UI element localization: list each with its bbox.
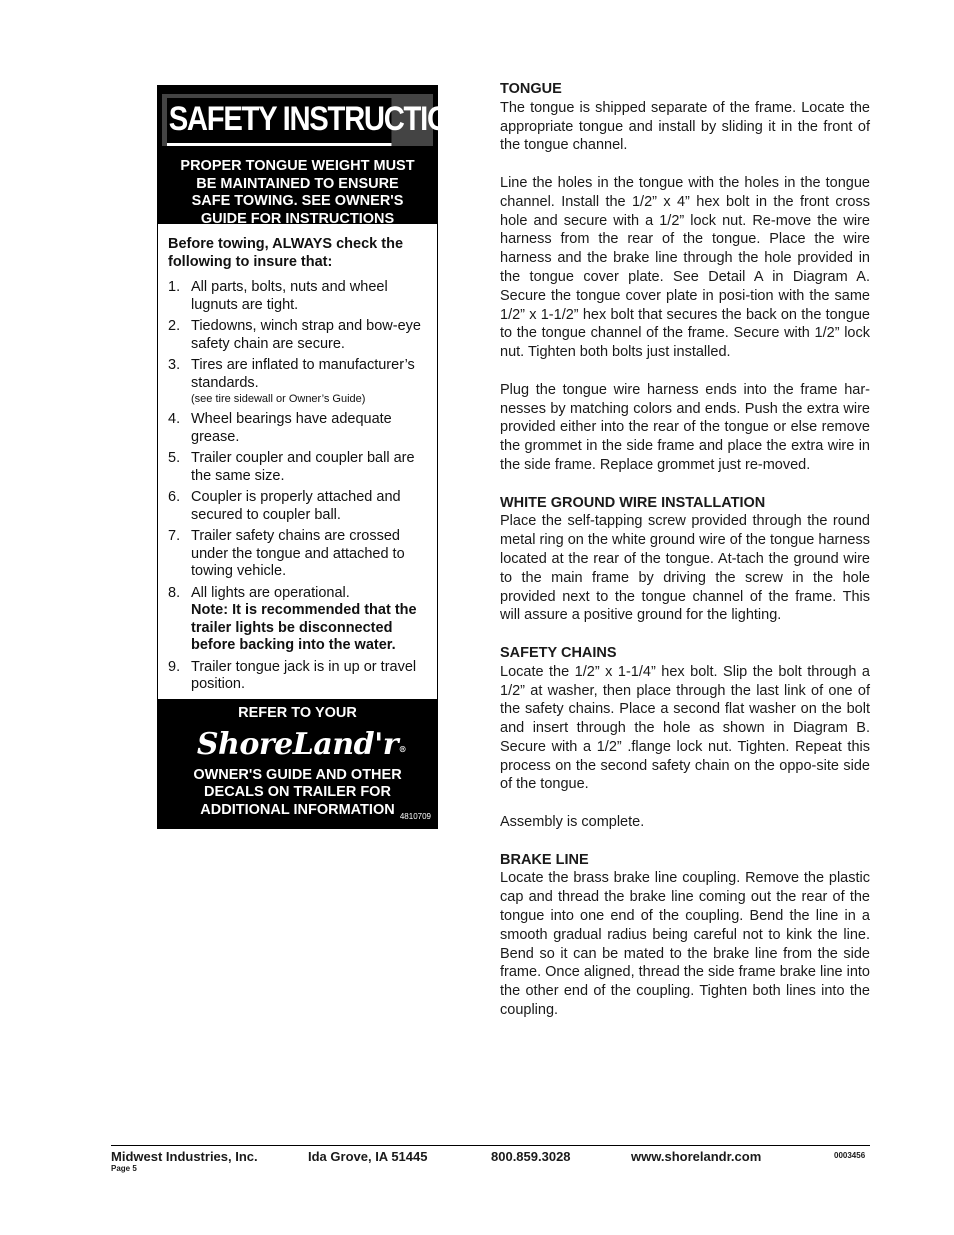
decal-title-band <box>162 94 487 146</box>
section-paragraph: Place the self-tapping screw provided through the round metal ring on the white ground wire of the tongue harness located at the rear of the tongue. At-tach the ground wire to the main frame by driving the screw in the hole provided next to the tongue channel of the frame. This will assure a positive ground for the lighting. <box>500 513 870 624</box>
checklist-text <box>191 489 429 524</box>
checklist-number: 4. <box>168 411 181 427</box>
checklist-item <box>168 318 429 353</box>
shorelandr-logo <box>196 726 407 763</box>
checklist-text-main: All lights are operational. <box>191 584 350 601</box>
instructions-column <box>500 80 870 1039</box>
checklist-text-main: Wheel bearings have adequate grease. <box>191 411 392 445</box>
decal-part-number: 4810709 <box>399 812 431 821</box>
footer-location: Ida Grove, IA 51445 <box>308 1149 428 1164</box>
checklist-text-main: Tiedowns, winch strap and bow-eye safety chain are secure. <box>191 318 421 352</box>
section-paragraph: Line the holes in the tongue with the holes in the tongue channel. Install the 1/2” x 4” hex bolt in the front cross hole and secure with a 1/2” lock nut. Re-move the wire harness from the rear of the tongue. Place the wire harness and the brake line through the hole provided in the tongue cover plate. See Detail A in Diagram A. Secure the tongue cover plate in posi-tion with the same 1/2” x 1-1/2” hex bolt that secures the back on the tongue to the tongue channel of the frame. Secure with 1/2” lock nut. Tighten both bolts just installed. <box>500 174 870 361</box>
checklist-text <box>191 585 429 655</box>
warning-line: SAFE TOWING. SEE OWNER'S <box>191 193 404 209</box>
checklist-item <box>168 279 429 314</box>
footer-website: www.shorelandr.com <box>631 1149 762 1164</box>
checklist-text-main: Trailer coupler and coupler ball are the same size. <box>191 450 415 484</box>
checklist-number: 7. <box>168 528 181 544</box>
decal-title: SAFETY INSTRUCTIONS <box>167 98 391 146</box>
checklist-text <box>191 450 429 485</box>
footer-doc-code: 0003456 <box>834 1151 866 1160</box>
checklist-text-main: Trailer tongue jack is in up or travel position. <box>191 658 417 692</box>
footer-line: DECALS ON TRAILER FOR <box>204 784 391 800</box>
section-paragraph: Locate the brass brake line coupling. Remove the plastic cap and thread the brake line coming out the rear of the tongue into one end of the coupling. Bend the line in a smooth gradual radius being careful not to kink the line. Bend so it can be mated to the brake line from the side frame. Once aligned, thread the side frame brake line into the other end of the coupling. Tighten both lines into the coupling. <box>500 870 870 1019</box>
checklist-number: 1. <box>168 279 181 295</box>
warning-line: GUIDE FOR INSTRUCTIONS <box>200 210 395 227</box>
footer-divider <box>111 1145 870 1146</box>
section-heading: TONGUE <box>500 81 562 97</box>
safety-decal <box>157 85 487 829</box>
checklist-item <box>168 489 429 524</box>
warning-line: PROPER TONGUE WEIGHT MUST <box>180 158 415 174</box>
checklist-text <box>191 318 429 353</box>
checklist-text-main: Coupler is properly attached and secured to coupler ball. <box>191 489 401 523</box>
decal-header <box>158 86 487 227</box>
checklist-item <box>168 528 429 581</box>
checklist-item <box>168 357 429 407</box>
warning-line: BE MAINTAINED TO ENSURE <box>196 175 399 192</box>
checklist-number: 8. <box>168 584 181 601</box>
registered-mark: ® <box>398 743 407 754</box>
checklist-item <box>168 585 429 655</box>
section-heading: SAFETY CHAINS <box>500 644 617 661</box>
refer-text: REFER TO YOUR <box>238 705 357 721</box>
section-heading: WHITE GROUND WIRE INSTALLATION <box>500 494 766 511</box>
footer-line: ADDITIONAL INFORMATION <box>200 801 395 818</box>
checklist-text <box>191 357 429 407</box>
checklist <box>168 279 429 694</box>
decal-footer <box>158 699 437 828</box>
page-number: Page 5 <box>111 1164 137 1173</box>
checklist-text <box>191 411 429 446</box>
section-paragraph: Assembly is complete. <box>500 814 645 831</box>
checklist-subnote: (see tire sidewall or Owner’s Guide) <box>191 393 366 405</box>
footer-phone: 800.859.3028 <box>491 1149 571 1164</box>
checklist-text-main: All parts, bolts, nuts and wheel lugnuts are tight. <box>191 279 388 313</box>
checklist-item <box>168 411 429 446</box>
checklist-text <box>191 528 429 581</box>
checklist-text <box>191 279 429 314</box>
checklist-intro: Before towing, ALWAYS check the following to insure that: <box>168 236 404 270</box>
checklist-text <box>191 659 429 694</box>
checklist-text-main: Trailer safety chains are crossed under the tongue and attached to towing vehicle. <box>191 528 405 579</box>
checklist-item <box>168 659 429 694</box>
brand-name: ShoreLand'r <box>196 726 399 762</box>
checklist-note: Note: It is recommended that the trailer lights be disconnected before backing into the water. <box>191 602 417 653</box>
checklist-text-main: Tires are inflated to manufacturer’s standards. <box>191 357 415 391</box>
tongue-weight-warning <box>158 146 437 228</box>
footer-company: Midwest Industries, Inc. <box>111 1149 258 1164</box>
checklist-number: 5. <box>168 450 181 466</box>
checklist-number: 3. <box>168 357 181 373</box>
section-heading: BRAKE LINE <box>500 851 589 868</box>
section-paragraph: Locate the 1/2” x 1-1/4” hex bolt. Slip the bolt through a 1/2” at washer, then place through the last link of one of the safety chains. Place a second flat washer on the bolt and insert through the hole as shown in Diagram B. Secure with a 1/2” .flange lock nut. Tighten. Repeat this process on the second safety chain on the oppo-site side of the tongue. <box>500 663 870 793</box>
checklist-number: 9. <box>168 658 181 675</box>
checklist-number: 2. <box>168 318 181 334</box>
checklist-item <box>168 450 429 485</box>
decal-checklist <box>158 224 437 694</box>
section-paragraph: Plug the tongue wire harness ends into the frame har-nesses by matching colors and ends. Push the extra wire provided either into the rear of the tongue or else remove the grommet in the side frame and place the extra wire in the side frame. Replace grommet just re-moved. <box>500 381 870 473</box>
footer-line: OWNER'S GUIDE AND OTHER <box>193 766 402 783</box>
section-paragraph: The tongue is shipped separate of the frame. Locate the appropriate tongue and install by sliding it in the front of the tongue channel. <box>500 99 870 154</box>
checklist-number: 6. <box>168 489 181 505</box>
